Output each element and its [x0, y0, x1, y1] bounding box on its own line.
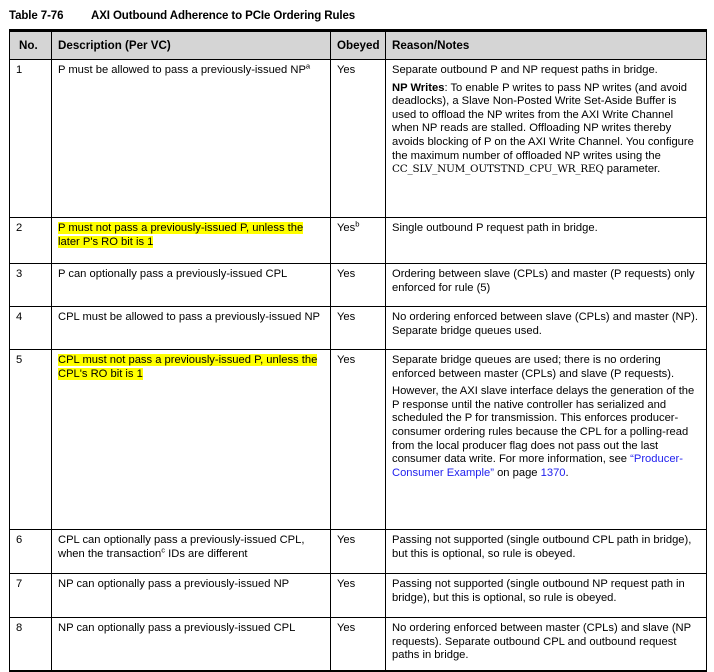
row-obeyed-text: Yes: [337, 64, 356, 76]
table-body: [10, 60, 707, 671]
row-reason: [386, 530, 707, 574]
row-number: 8: [10, 618, 52, 671]
row-obeyed: [331, 574, 386, 618]
row-obeyed: [331, 618, 386, 671]
row-obeyed: [331, 60, 386, 218]
row-reason: [386, 60, 707, 218]
row-description: [52, 264, 331, 307]
row-description: [52, 618, 331, 671]
column-header-description: Description (Per VC): [52, 31, 331, 60]
reason-paragraph: [392, 82, 701, 177]
row-obeyed-footnote-marker: b: [355, 219, 360, 229]
row-description-text: CPL must be allowed to pass a previously-issued NP: [58, 311, 320, 323]
row-number: 2: [10, 218, 52, 264]
reason-text-mid: on page: [493, 466, 541, 479]
reason-text: However, the AXI slave interface delays the generation of the P response until the native controller has serialized and scheduled the P for transmission. This enforces producer-consumer ordering rules because the CPL for a polling-read from the local producer flag does not pass out the last consumer data write. For more information, see: [392, 385, 695, 466]
row-reason: [386, 264, 707, 307]
row-description-text: P must be allowed to pass a previously-issued NP: [58, 64, 306, 76]
row-description: [52, 574, 331, 618]
table-row: [10, 60, 707, 218]
row-description: [52, 350, 331, 530]
row-reason: [386, 618, 707, 671]
table-row: [10, 574, 707, 618]
row-description: [52, 307, 331, 350]
column-header-reason: Reason/Notes: [386, 31, 707, 60]
row-description: [52, 218, 331, 264]
row-description: [52, 530, 331, 574]
row-description-highlighted-text: CPL must not pass a previously-issued P, unless the CPL's RO bit is 1: [58, 354, 318, 380]
row-obeyed-text: Yes: [337, 311, 356, 323]
table-header-row: [10, 31, 707, 60]
row-reason: [386, 574, 707, 618]
row-obeyed: [331, 350, 386, 530]
table-caption-number: Table 7-76: [9, 10, 64, 22]
row-description-text: P can optionally pass a previously-issued CPL: [58, 268, 288, 280]
table-header: [10, 31, 707, 60]
row-description: [52, 60, 331, 218]
reason-text-tail: parameter.: [603, 163, 661, 176]
row-obeyed: [331, 218, 386, 264]
page-number-link[interactable]: 1370: [540, 466, 566, 479]
row-obeyed: [331, 530, 386, 574]
column-header-obeyed: Obeyed: [331, 31, 386, 60]
row-description-footnote-marker: a: [305, 61, 311, 71]
reason-paragraph: Passing not supported (single outbound CPL path in bridge), but this is optional, so rule is obeyed.: [392, 534, 692, 560]
reason-paragraph: Single outbound P request path in bridge.: [392, 222, 598, 234]
table-row: [10, 218, 707, 264]
reason-bold-term: NP Writes: [392, 81, 445, 94]
table-row: [10, 350, 707, 530]
table-row: [10, 264, 707, 307]
row-obeyed-text: Yes: [337, 268, 356, 280]
ordering-rules-table: [9, 29, 707, 672]
column-header-no: No.: [10, 31, 52, 60]
row-description-highlighted-text: P must not pass a previously-issued P, unless the later P's RO bit is 1: [58, 222, 304, 248]
row-obeyed-text: Yes: [337, 622, 356, 634]
reason-paragraph: Separate outbound P and NP request paths in bridge.: [392, 64, 658, 76]
row-description-text: NP can optionally pass a previously-issued NP: [58, 578, 290, 590]
row-obeyed: [331, 264, 386, 307]
row-reason: [386, 350, 707, 530]
row-obeyed-text: Yes: [337, 354, 356, 366]
row-description-text: NP can optionally pass a previously-issued CPL: [58, 622, 296, 634]
row-reason: [386, 218, 707, 264]
row-obeyed-text: Yes: [337, 222, 356, 234]
table-row: [10, 530, 707, 574]
reason-paragraph: Separate bridge queues are used; there is no ordering enforced between master (CPLs) and slave (P requests).: [392, 354, 675, 380]
row-number: 1: [10, 60, 52, 218]
table-caption: [9, 5, 706, 27]
reason-paragraph: No ordering enforced between master (CPLs) and slave (NP requests). Separate outbound CPL and outbound request paths in bridge.: [392, 622, 691, 662]
reason-code-parameter: CC_SLV_NUM_OUTSTND_CPU_WR_REQ: [392, 163, 604, 176]
row-reason: [386, 307, 707, 350]
row-obeyed-text: Yes: [337, 578, 356, 590]
row-obeyed-text: Yes: [337, 534, 356, 546]
reason-text-end: .: [565, 466, 569, 479]
reason-paragraph: Ordering between slave (CPLs) and master (P requests) only enforced for rule (5): [392, 268, 695, 294]
reason-paragraph: No ordering enforced between slave (CPLs) and master (NP). Separate bridge queues used.: [392, 311, 698, 337]
row-number: 6: [10, 530, 52, 574]
ordering-rules-table-wrapper: [9, 29, 706, 672]
row-obeyed: [331, 307, 386, 350]
row-number: 3: [10, 264, 52, 307]
reason-text: : To enable P writes to pass NP writes (and avoid deadlocks), a Slave Non-Posted Write Set-Aside Buffer is used to offload the NP writes from the AXI Write Channel when NP reads are stalled. Offloading NP writes thereby avoids blocking of P on the AXI Write Channel. You configure the maximum number of offloaded NP writes using the: [392, 81, 694, 162]
row-description-footnote-marker: c: [161, 544, 166, 554]
reason-paragraph: [392, 385, 701, 480]
table-row: [10, 307, 707, 350]
row-description-text-tail: IDs are different: [165, 547, 248, 560]
row-number: 4: [10, 307, 52, 350]
row-number: 5: [10, 350, 52, 530]
table-row: [10, 618, 707, 671]
reason-paragraph: Passing not supported (single outbound NP request path in bridge), but this is optional, so rule is obeyed.: [392, 578, 685, 604]
table-caption-title: AXI Outbound Adherence to PCIe Ordering Rules: [91, 10, 356, 22]
cross-reference-link[interactable]: “Producer-Consumer Example”: [392, 453, 683, 479]
row-number: 7: [10, 574, 52, 618]
row-description-text: CPL can optionally pass a previously-issued CPL, when the transaction: [58, 534, 305, 560]
